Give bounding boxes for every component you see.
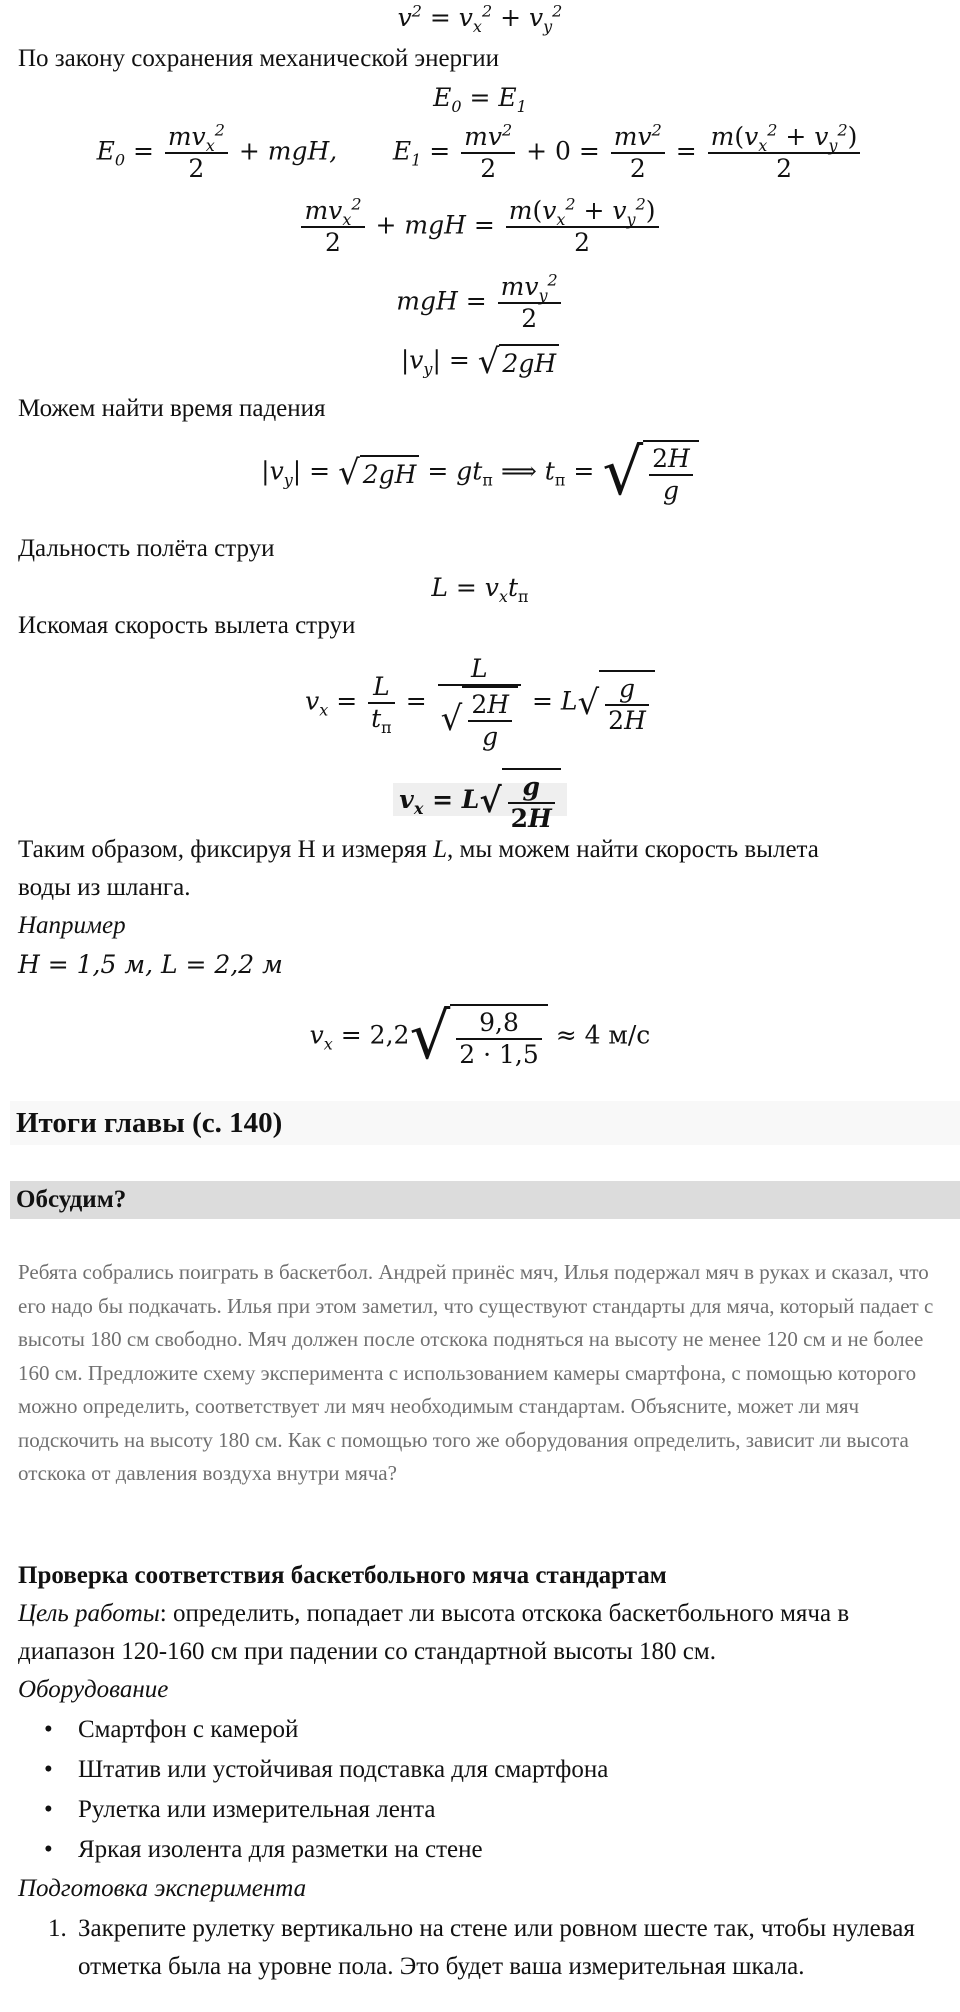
experiment-goal <box>18 1598 849 1630</box>
equipment-item: Смартфон с камерой <box>78 1716 299 1743</box>
formula-mgh: mgH = $\frac{mv_y^2}{2}$ <box>0 272 960 334</box>
conclusion-text: Таким образом, фиксируя H и измеряя <box>18 836 427 863</box>
formula-energy-equal: $E_0 = E_1$ <box>433 83 527 116</box>
list-item <box>48 1794 436 1826</box>
list-item <box>48 1910 928 1986</box>
step-number: 1. <box>48 1915 67 1942</box>
equipment-item: Штатив или устойчивая подставка для смартфона <box>78 1756 609 1783</box>
step-text: Закрепите рулетку вертикально на стене или ровном шесте так, чтобы нулевая отметка была на уровне пола. Это будет ваша измерительная шкала. <box>78 1915 915 1980</box>
goal-text: : определить, попадает ли высота отскока баскетбольного мяча в <box>159 1600 850 1627</box>
experiment-goal-line2: диапазон 120-160 см при падении со стандартной высоты 180 см. <box>18 1638 716 1665</box>
formula-speed-result: $v_x = L√$ $\frac{g}{2H}$ <box>0 768 960 834</box>
conclusion-text-end: , мы можем найти скорость вылета <box>447 836 819 863</box>
list-item <box>48 1714 298 1746</box>
example-label: Например <box>18 912 126 939</box>
paragraph-fall-time: Можем найти время падения <box>18 395 326 422</box>
formula-vy-abs: $|v_y|$ = √ 2gH <box>0 344 960 380</box>
formula-example-calc: $v_x = 2,2√$ $\frac{9,8}{2 \cdot 1,5}$ ≈ 4 м/с <box>309 1000 651 1074</box>
task-paragraph: Ребята собрались поиграть в баскетбол. Андрей принёс мяч, Илья подержал мяч в руках и сказал, что его надо бы подкачать. Илья при этом заметил, что существуют стандарты для мяча, который падает с высоты 180 см свободно. Мяч должен после отскока подняться на высоту не менее 120 см и не более 160 см. Предложите схему эксперимента с использованием камеры смартфона, с помощью которого можно определить, соответствует ли мяч необходимым стандартам. Объясните, может ли мяч подскочить на высоту 180 см. Как с помощью того же оборудования определить, зависит ли высота отскока от давления воздуха внутри мяча? <box>18 1260 934 1485</box>
paragraph-energy-law: По закону сохранения механической энергии <box>18 45 500 72</box>
formula-fall-time: $|v_y|$ = √ $2gH = gt_п$ ⟹ $t_п$ = √ $\frac{2H}{g}$ <box>0 440 960 506</box>
formula-speed-derivation: $v_x$ = $\frac{L}{t_п}$ = L √ $\frac{2H}{g}$ = L√ $\frac{g}{2H}$ <box>0 654 960 752</box>
formula-energy-balance: $\frac{mv_x^2}{2}$ + mgH = $\frac{m(v_x^2 + v_y^2)}{2}$ <box>0 196 960 258</box>
equipment-item: Яркая изолента для разметки на стене <box>78 1836 483 1863</box>
paragraph-conclusion-line2: воды из шланга. <box>18 874 191 901</box>
conclusion-variable: L <box>433 836 448 863</box>
example-values: H = 1,5 м, L = 2,2 м <box>18 950 283 979</box>
formula-velocity-components: $v^2 = v_x^2 + v_y^2$ <box>397 1 563 36</box>
goal-label: Цель работы <box>18 1600 160 1627</box>
paragraph-range: Дальность полёта струи <box>18 535 275 562</box>
equipment-label: Оборудование <box>18 1676 169 1703</box>
paragraph-conclusion <box>18 834 819 866</box>
list-item <box>48 1754 608 1786</box>
paragraph-speed: Искомая скорость вылета струи <box>18 612 356 639</box>
experiment-title: Проверка соответствия баскетбольного мяча стандартам <box>18 1562 667 1589</box>
equipment-item: Рулетка или измерительная лента <box>78 1796 436 1823</box>
formula-energy-expressions: $E_0$ = $\frac{mv_x^2}{2}$ + mgH, $E_1$ = $\frac{mv^2}{2}$ + 0 = $\frac{mv^2}{2}$ = $\frac{m(v_x^2 + v_y^2)}{2}$ <box>0 122 960 184</box>
list-item <box>48 1834 483 1866</box>
section-heading-discuss: Обсудим? <box>10 1181 960 1219</box>
prep-label: Подготовка эксперимента <box>18 1875 307 1902</box>
formula-range: $L = v_xt_п$ <box>431 573 529 606</box>
section-heading-chapter-results: Итоги главы (с. 140) <box>10 1101 960 1145</box>
